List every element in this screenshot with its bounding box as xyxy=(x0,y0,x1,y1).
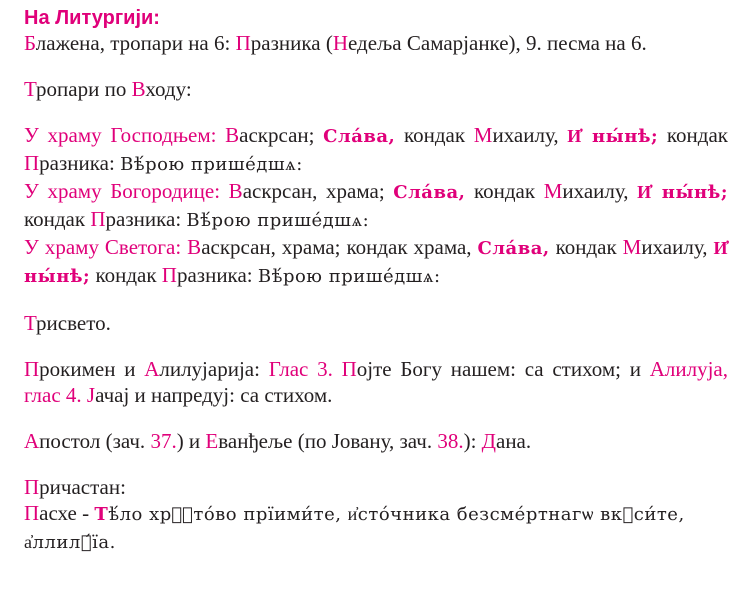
initial-letter: В xyxy=(225,123,240,147)
initial-letter: П xyxy=(235,31,251,55)
paragraph-temples xyxy=(24,122,728,290)
initial-letter: П xyxy=(90,207,106,231)
rubric-text: 37. xyxy=(150,429,177,453)
rubric-text: Глас 3. xyxy=(268,357,333,381)
paragraph-tropari-vhod xyxy=(24,76,728,102)
slavonic-initial: Т xyxy=(94,504,109,525)
paragraph-trisveto xyxy=(24,310,728,336)
rubric-label: У храму Светога: xyxy=(24,235,188,259)
paragraph-apostol xyxy=(24,428,728,454)
initial-letter: М xyxy=(543,179,563,203)
text-run: ропари по xyxy=(36,77,132,101)
initial-letter: В xyxy=(187,235,202,259)
text-run: кондак xyxy=(465,179,544,203)
initial-letter: Т xyxy=(24,311,37,335)
text-run: ихаилу, xyxy=(641,235,714,259)
initial-letter: П xyxy=(341,357,357,381)
document-page xyxy=(24,6,728,556)
text-run: ванђеље (по Јовану, зач. xyxy=(218,429,438,453)
paragraph-gap xyxy=(24,102,728,122)
text-run: аскрсан, храма; кондак храма, xyxy=(201,235,478,259)
initial-letter: П xyxy=(161,263,177,287)
initial-letter: В xyxy=(131,77,146,101)
initial-letter: Д xyxy=(481,429,496,453)
paragraph-prokimen xyxy=(24,356,728,408)
initial-letter: Е xyxy=(205,429,219,453)
paragraph-gap xyxy=(24,336,728,356)
initial-letter: Б xyxy=(24,31,36,55)
paragraph-blazhena xyxy=(24,30,728,56)
text-run: асхе - xyxy=(39,501,95,525)
slavonic-text: Вѣ́рою прише́дшѧ: xyxy=(186,210,370,231)
text-run: разника: xyxy=(39,151,121,175)
text-run: разника: xyxy=(176,263,258,287)
text-run: ходу: xyxy=(145,77,192,101)
text-run: ојте Богу нашем: са стихом; и xyxy=(356,357,650,381)
text-run: кондак xyxy=(90,263,162,287)
paragraph-gap xyxy=(24,408,728,428)
initial-letter: Н xyxy=(332,31,348,55)
text-run: кондак xyxy=(549,235,623,259)
text-run: аскрсан; xyxy=(239,123,324,147)
initial-letter: А xyxy=(144,357,160,381)
slavonic-rubric: И҆ ны́нѣ; xyxy=(24,238,728,287)
text-run: ) и xyxy=(176,429,206,453)
slavonic-text: Вѣ́рою прише́дшѧ: xyxy=(257,266,441,287)
initial-letter: В xyxy=(228,179,243,203)
text-run: лажена, тропари на 6: xyxy=(35,31,236,55)
text-run: ): xyxy=(463,429,482,453)
text-run: лилујарија: xyxy=(159,357,269,381)
initial-letter: Т xyxy=(24,77,37,101)
text-run: ричастан: xyxy=(39,475,126,499)
initial-letter: П xyxy=(24,151,40,175)
initial-letter: М xyxy=(622,235,642,259)
text-run: аскрсан, храма; xyxy=(242,179,394,203)
text-run: ихаилу, xyxy=(492,123,568,147)
initial-letter: Ј xyxy=(86,383,96,407)
initial-letter: П xyxy=(24,475,40,499)
rubric-label: У храму Богородице: xyxy=(24,179,229,203)
paragraph-gap xyxy=(24,290,728,310)
paragraph-gap xyxy=(24,454,728,474)
initial-letter: П xyxy=(24,357,40,381)
text-run: ана. xyxy=(496,429,532,453)
slavonic-text: ѣ́ло хрⷭ҇то́во прїими́те, и҆сто́чника безсме́ртнагѡ вкꙋси́те, а҆ллилꙋ́їа. xyxy=(24,504,685,553)
slavonic-rubric: Сла́ва, xyxy=(323,126,396,147)
text-run: ихаилу, xyxy=(562,179,638,203)
slavonic-rubric: И҆ ны́нѣ; xyxy=(567,126,659,147)
paragraph-gap xyxy=(24,56,728,76)
text-run: рокимен и xyxy=(39,357,145,381)
rubric-label: У храму Господњем: xyxy=(24,123,226,147)
text-run: едеља Самарјанке), 9. песма на 6. xyxy=(347,31,647,55)
text-run: рисвето. xyxy=(36,311,111,335)
text-run: постол (зач. xyxy=(39,429,151,453)
text-run: разника ( xyxy=(250,31,333,55)
rubric-text: Алилуја, глас 4. xyxy=(24,357,729,407)
text-run: разника: xyxy=(105,207,187,231)
initial-letter: А xyxy=(24,429,40,453)
text-run: кондак xyxy=(24,207,91,231)
text-run: кондак xyxy=(395,123,474,147)
slavonic-rubric: Сла́ва, xyxy=(477,238,550,259)
slavonic-text: Вѣ́рою прише́дшѧ: xyxy=(120,154,303,175)
rubric-text: 38. xyxy=(437,429,464,453)
initial-letter: П xyxy=(24,501,40,525)
paragraph-prichastan xyxy=(24,474,728,556)
text-run: ачај и напредуј: са стихом. xyxy=(95,383,333,407)
initial-letter: М xyxy=(473,123,493,147)
section-heading: На Литургији: xyxy=(24,7,160,29)
slavonic-rubric: Сла́ва, xyxy=(393,182,466,203)
slavonic-rubric: И҆ ны́нѣ; xyxy=(637,182,728,203)
text-run: кондак xyxy=(658,123,728,147)
text-run xyxy=(333,357,342,381)
